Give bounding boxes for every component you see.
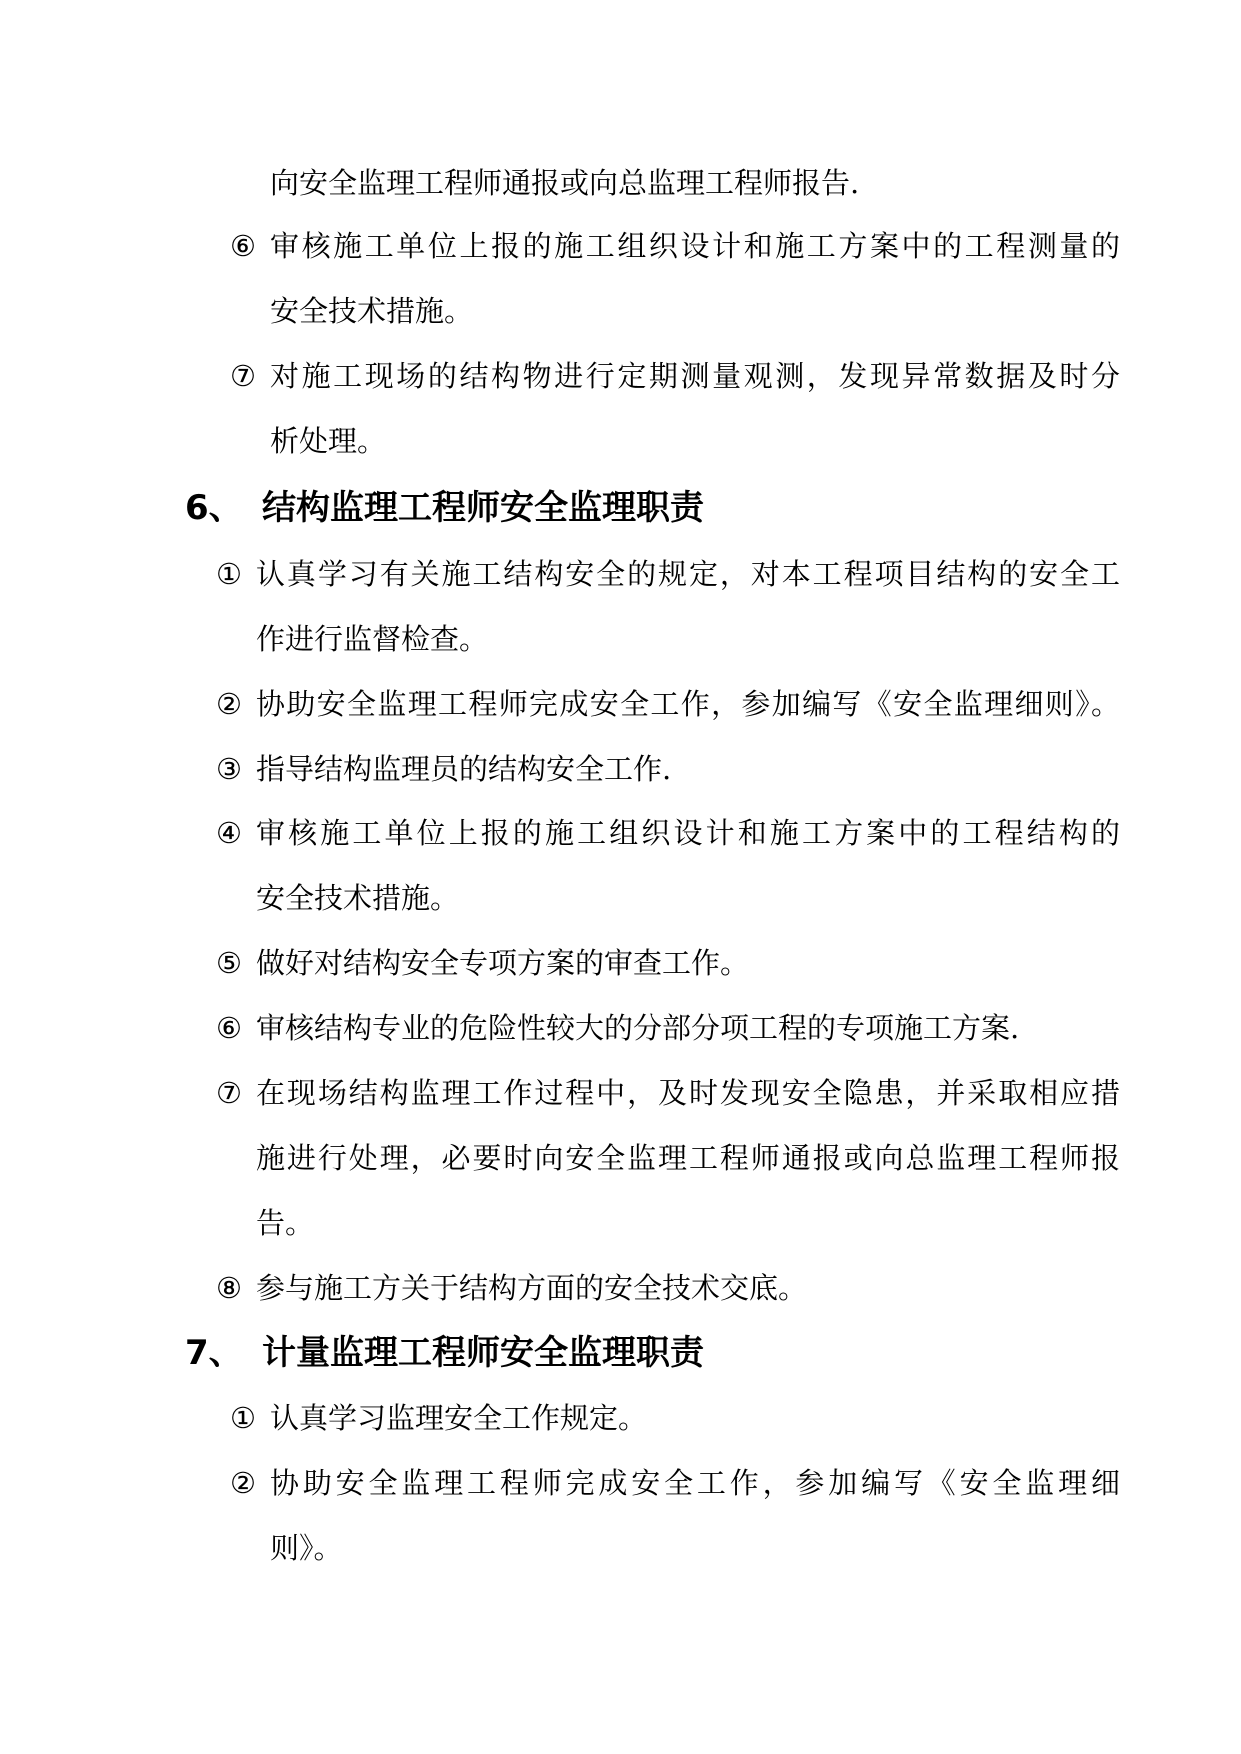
s6-item-5-line1: 做好对结构安全专项方案的审查工作。 xyxy=(256,946,750,980)
item-6-number: ⑥ xyxy=(230,229,256,263)
s6-item-2-number: ② xyxy=(216,687,242,721)
s7-item-1-line1: 认真学习监理安全工作规定。 xyxy=(270,1401,648,1435)
item-6-line2: 安全技术措施。 xyxy=(270,294,474,328)
s6-item-6-number: ⑥ xyxy=(216,1011,242,1045)
s6-item-7-number: ⑦ xyxy=(216,1076,242,1110)
s6-item-1-line1: 认真学习有关施工结构安全的规定，对本工程项目结构的安全工 xyxy=(256,557,1120,591)
section-6-title: 结构监理工程师安全监理职责 xyxy=(262,488,704,528)
s6-item-3-line1: 指导结构监理员的结构安全工作. xyxy=(256,752,672,786)
s6-item-4-number: ④ xyxy=(216,816,242,850)
s6-item-2-line1: 协助安全监理工程师完成安全工作，参加编写《安全监理细则》。 xyxy=(256,687,1120,721)
s7-item-2-line1: 协助安全监理工程师完成安全工作，参加编写《安全监理细 xyxy=(270,1466,1120,1500)
s6-item-3-number: ③ xyxy=(216,752,242,786)
item-7-line2: 析处理。 xyxy=(270,424,387,458)
item-5-continuation: 向安全监理工程师通报或向总监理工程师报告. xyxy=(270,166,860,200)
section-6-number: 6、 xyxy=(185,488,243,528)
s6-item-1-line2: 作进行监督检查。 xyxy=(256,622,489,656)
s7-item-2-number: ② xyxy=(230,1466,256,1500)
s6-item-8-number: ⑧ xyxy=(216,1271,242,1305)
s6-item-7-line1: 在现场结构监理工作过程中，及时发现安全隐患，并采取相应措 xyxy=(256,1076,1120,1110)
item-7-line1: 对施工现场的结构物进行定期测量观测，发现异常数据及时分 xyxy=(270,359,1120,393)
s7-item-2-line2: 则》。 xyxy=(270,1531,343,1565)
item-6-line1: 审核施工单位上报的施工组织设计和施工方案中的工程测量的 xyxy=(270,229,1120,263)
section-7-title: 计量监理工程师安全监理职责 xyxy=(262,1333,704,1373)
s6-item-7-line2: 施进行处理，必要时向安全监理工程师通报或向总监理工程师报 xyxy=(256,1141,1120,1175)
s6-item-4-line2: 安全技术措施。 xyxy=(256,881,460,915)
s7-item-1-number: ① xyxy=(230,1401,256,1435)
s6-item-6-line1: 审核结构专业的危险性较大的分部分项工程的专项施工方案. xyxy=(256,1011,1020,1045)
item-7-number: ⑦ xyxy=(230,359,256,393)
s6-item-4-line1: 审核施工单位上报的施工组织设计和施工方案中的工程结构的 xyxy=(256,816,1120,850)
s6-item-8-line1: 参与施工方关于结构方面的安全技术交底。 xyxy=(256,1271,808,1305)
s6-item-1-number: ① xyxy=(216,557,242,591)
s6-item-5-number: ⑤ xyxy=(216,946,242,980)
s6-item-7-line3: 告。 xyxy=(256,1206,315,1240)
section-7-number: 7、 xyxy=(185,1333,243,1373)
